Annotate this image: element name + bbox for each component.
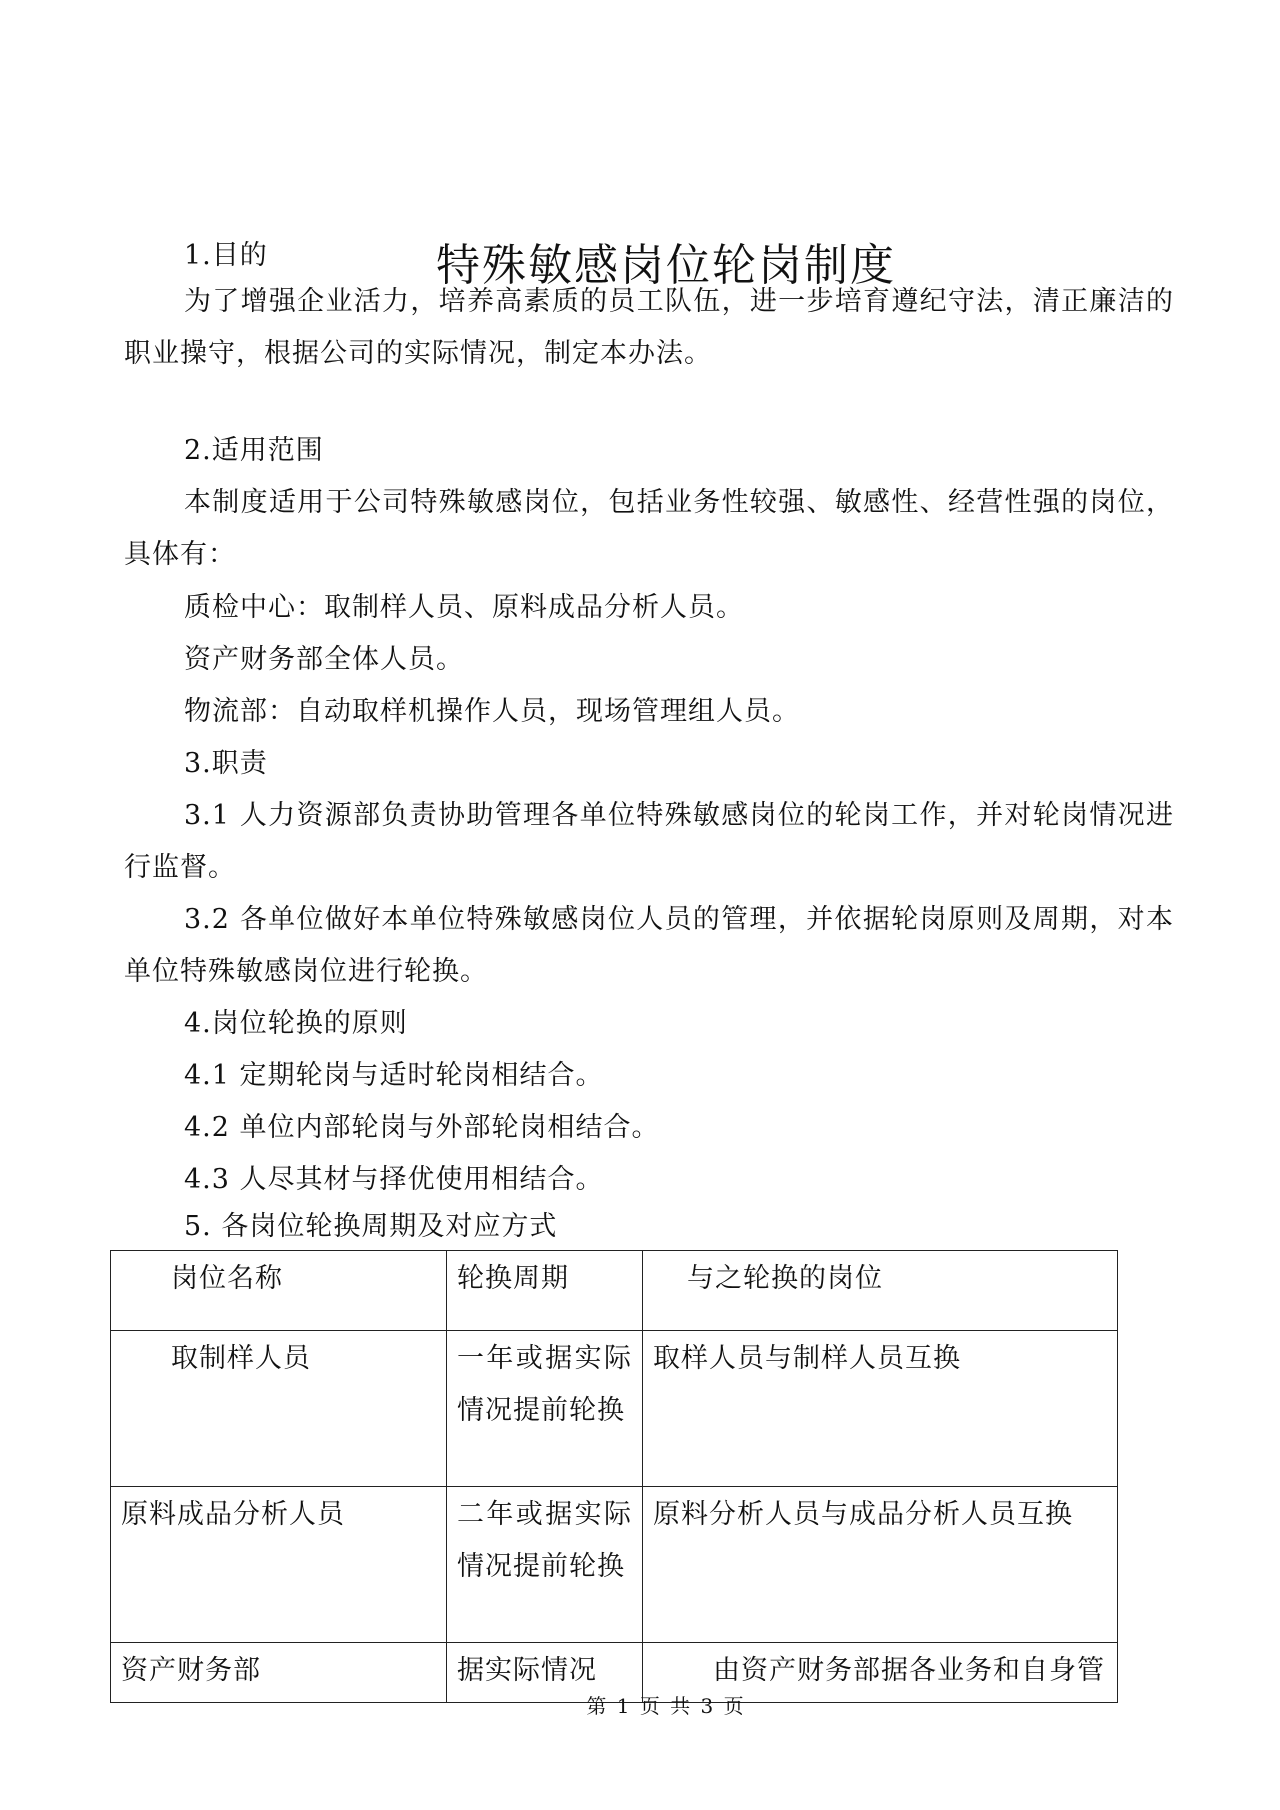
table-cell-target: 由资产财务部据各业务和自身管 xyxy=(643,1643,1118,1703)
section-1-heading: 1.目的 xyxy=(184,240,268,271)
section-2-item-finance: 资产财务部全体人员。 xyxy=(184,644,464,675)
table-cell-period: 据实际情况 xyxy=(447,1643,643,1703)
table-cell-position: 取制样人员 xyxy=(111,1331,447,1487)
header-position-name: 岗位名称 xyxy=(111,1251,447,1331)
section-2-heading: 2.适用范围 xyxy=(184,435,324,466)
section-5-heading: 5. 各岗位轮换周期及对应方式 xyxy=(184,1211,558,1242)
table-cell-target: 原料分析人员与成品分析人员互换 xyxy=(643,1487,1118,1643)
table-cell-position: 原料成品分析人员 xyxy=(111,1487,447,1643)
table-cell-period: 二年或据实际情况提前轮换 xyxy=(447,1487,643,1643)
section-2-item-quality: 质检中心：取制样人员、原料成品分析人员。 xyxy=(184,592,744,623)
section-4-2: 4.2 单位内部轮岗与外部轮岗相结合。 xyxy=(184,1112,660,1143)
section-1-body: 为了增强企业活力，培养高素质的员工队伍，进一步培育遵纪守法，清正廉洁的职业操守，根据公司的实际情况，制定本办法。 xyxy=(124,286,1174,369)
header-rotation-target: 与之轮换的岗位 xyxy=(643,1251,1118,1331)
section-4-3: 4.3 人尽其材与择优使用相结合。 xyxy=(184,1164,604,1195)
rotation-table xyxy=(110,1250,1118,1703)
section-4-1: 4.1 定期轮岗与适时轮岗相结合。 xyxy=(184,1060,604,1091)
header-rotation-period: 轮换周期 xyxy=(447,1251,643,1331)
section-3-heading: 3.职责 xyxy=(184,748,268,779)
table-cell-target: 取样人员与制样人员互换 xyxy=(643,1331,1118,1487)
page-footer: 第 1 页 共 3 页 xyxy=(586,1694,746,1718)
section-4-heading: 4.岗位轮换的原则 xyxy=(184,1008,408,1039)
table-cell-period: 一年或据实际情况提前轮换 xyxy=(447,1331,643,1487)
section-2-item-logistics: 物流部：自动取样机操作人员，现场管理组人员。 xyxy=(184,696,800,727)
table-row xyxy=(111,1487,1118,1643)
table-row xyxy=(111,1331,1118,1487)
document-title: 特殊敏感岗位轮岗制度 xyxy=(436,240,896,292)
section-2-body: 本制度适用于公司特殊敏感岗位，包括业务性较强、敏感性、经营性强的岗位，具体有： xyxy=(124,487,1174,570)
section-3-1: 3.1 人力资源部负责协助管理各单位特殊敏感岗位的轮岗工作，并对轮岗情况进行监督。 xyxy=(124,800,1174,883)
section-3-2: 3.2 各单位做好本单位特殊敏感岗位人员的管理，并依据轮岗原则及周期，对本单位特殊敏感岗位进行轮换。 xyxy=(124,904,1174,987)
table-cell-position: 资产财务部 xyxy=(111,1643,447,1703)
table-header-row xyxy=(111,1251,1118,1331)
